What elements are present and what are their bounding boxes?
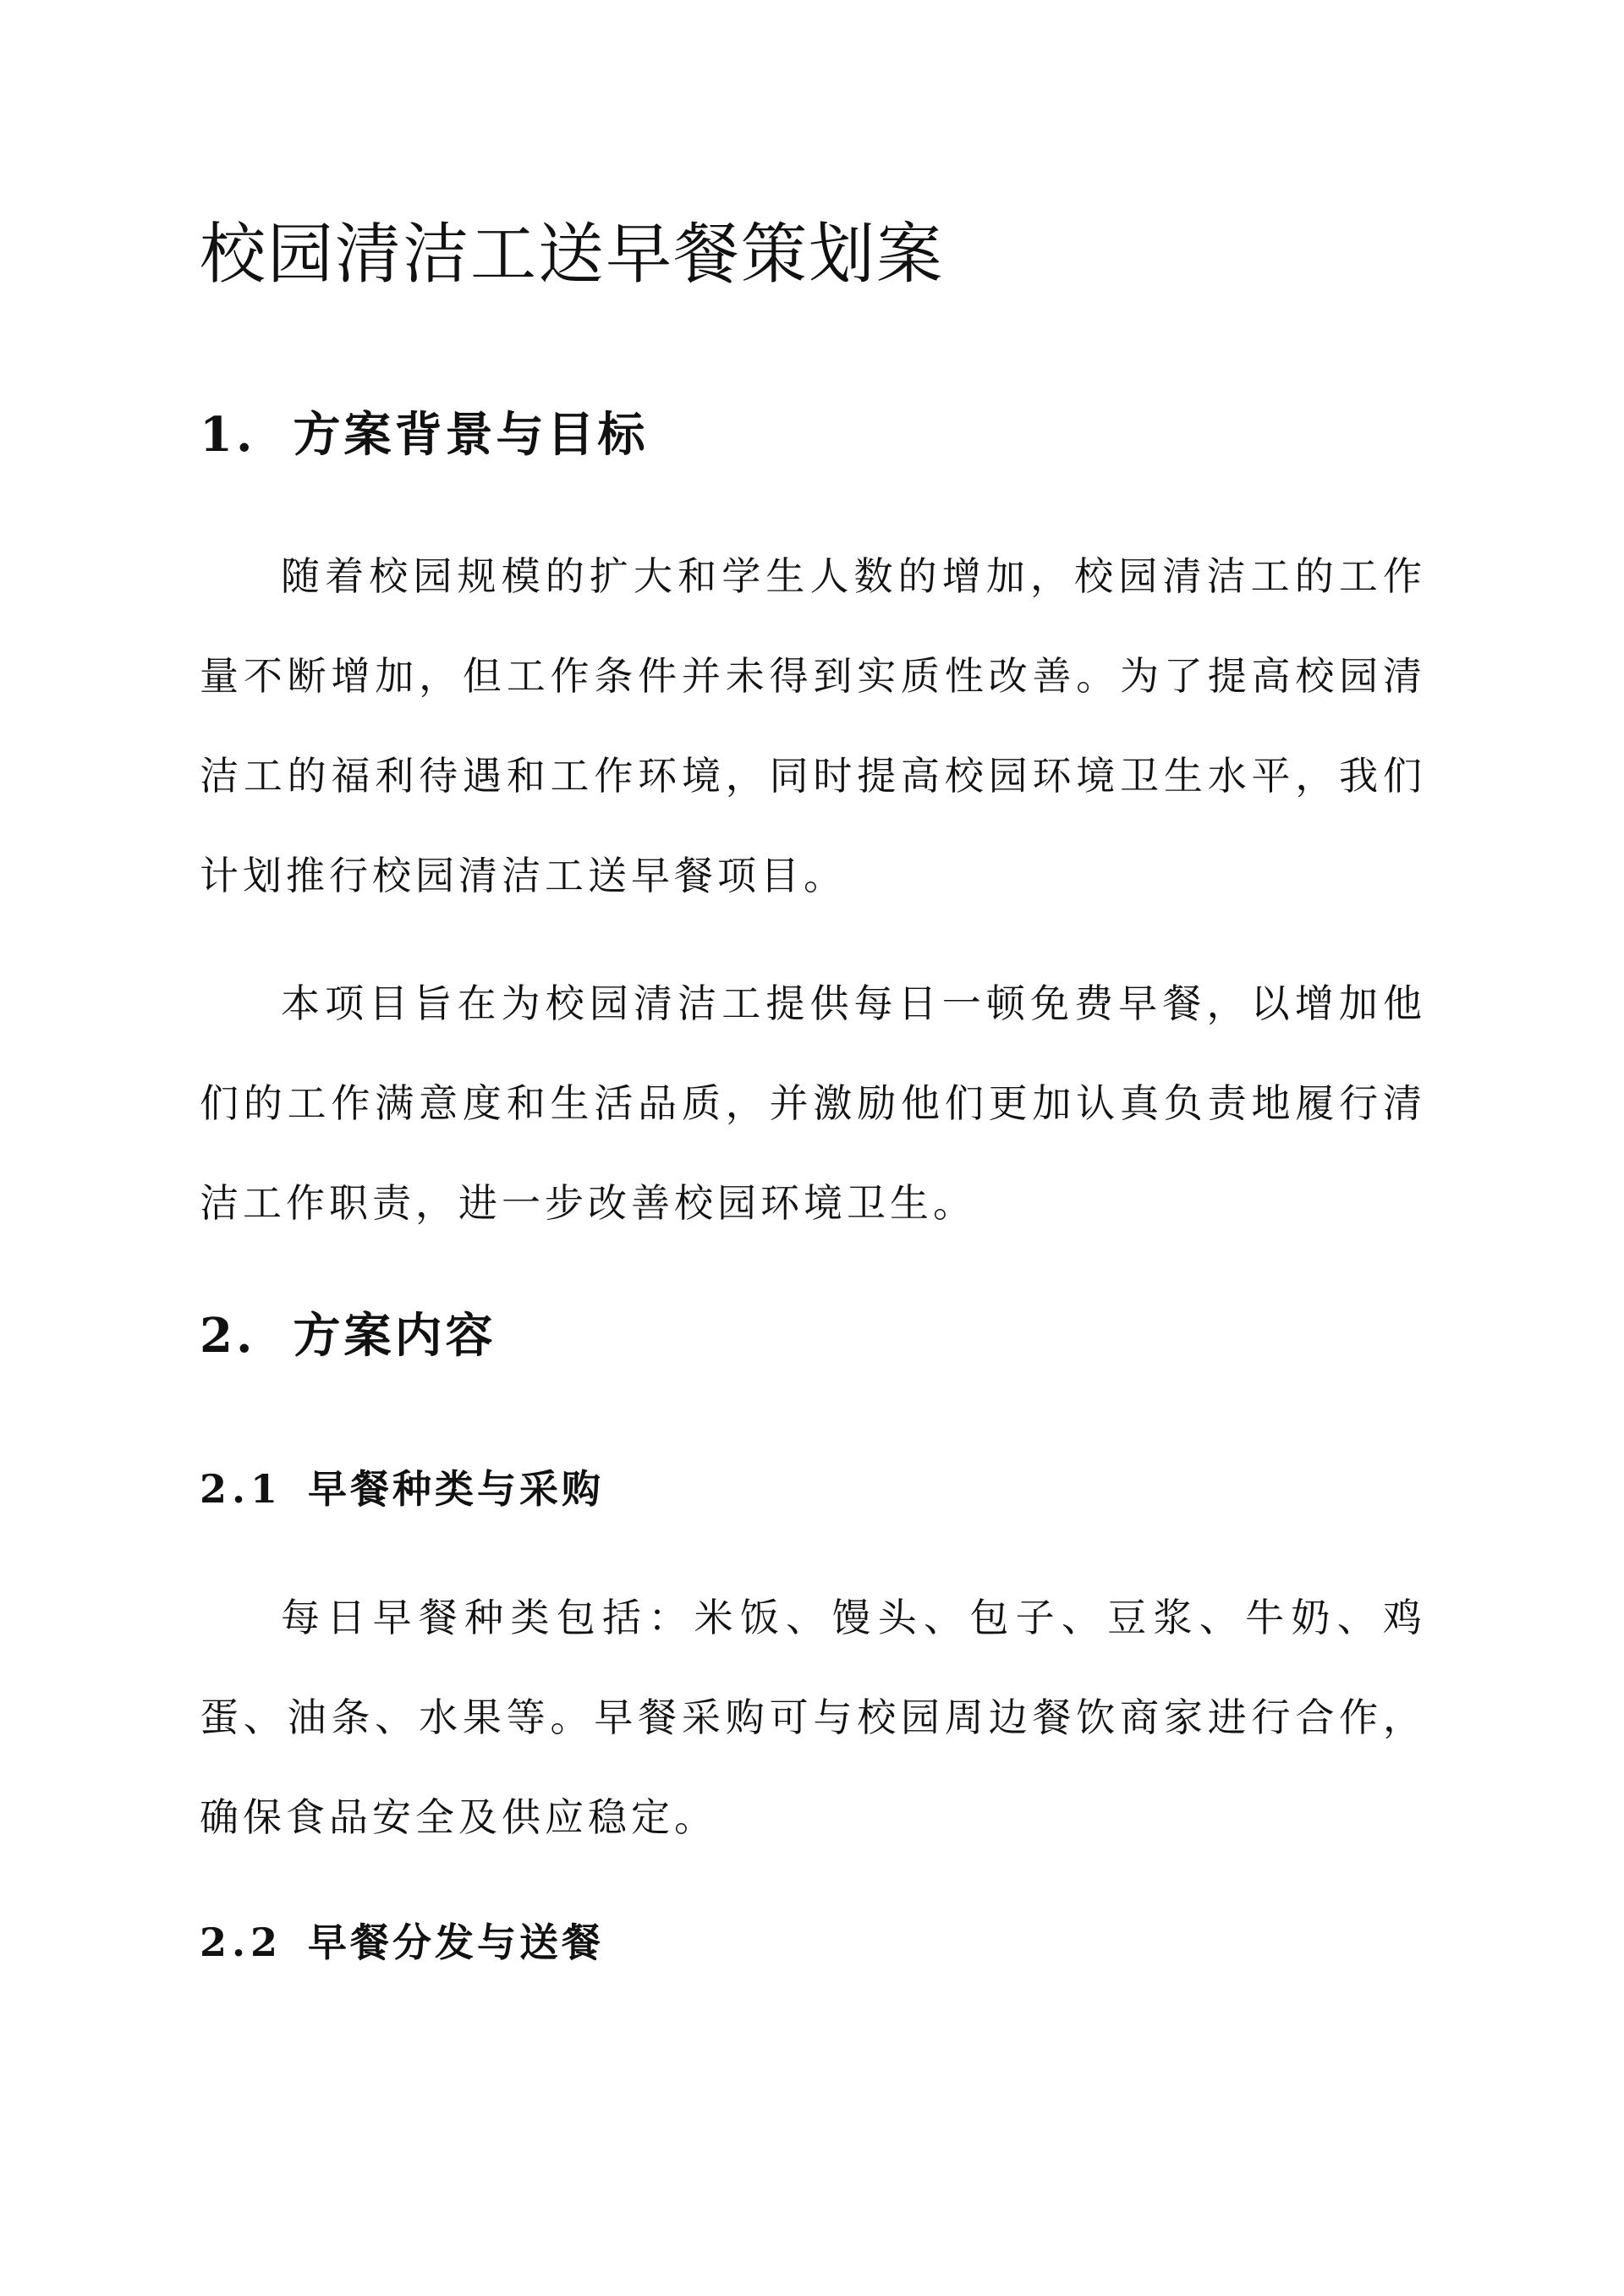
subsection-heading-2-2 [200,1912,604,1968]
section-title-2: 方案内容 [293,1308,497,1364]
section-1-paragraph-1: 随着校园规模的扩大和学生人数的增加，校园清洁工的工作量不断增加，但工作条件并未得到实质性改善。为了提高校园清洁工的福利待遇和工作环境，同时提高校园环境卫生水平，我们计划推行校园清洁工送早餐项目。 [200,553,1426,898]
subsection-title-2-1: 早餐种类与采购 [308,1466,605,1512]
subsection-2-1-paragraph-1: 每日早餐种类包括：米饭、馒头、包子、豆浆、牛奶、鸡蛋、油条、水果等。早餐采购可与校园周边餐饮商家进行合作，确保食品安全及供应稳定。 [200,1595,1426,1840]
section-number-1: 1. [200,407,256,463]
subsection-heading-2-1 [200,1458,604,1514]
section-heading-2 [200,1299,496,1366]
section-heading-1 [200,398,648,465]
section-1-paragraph-2: 本项目旨在为校园清洁工提供每日一顿免费早餐，以增加他们的工作满意度和生活品质，并激励他们更加认真负责地履行清洁工作职责，进一步改善校园环境卫生。 [200,980,1426,1226]
document-title: 校园清洁工送早餐策划案 [200,217,945,293]
subsection-title-2-2: 早餐分发与送餐 [308,1920,605,1965]
subsection-number-2-2: 2.2 [200,1920,283,1965]
subsection-number-2-1: 2.1 [200,1466,283,1512]
section-number-2: 2. [200,1308,256,1364]
section-title-1: 方案背景与目标 [293,407,649,463]
